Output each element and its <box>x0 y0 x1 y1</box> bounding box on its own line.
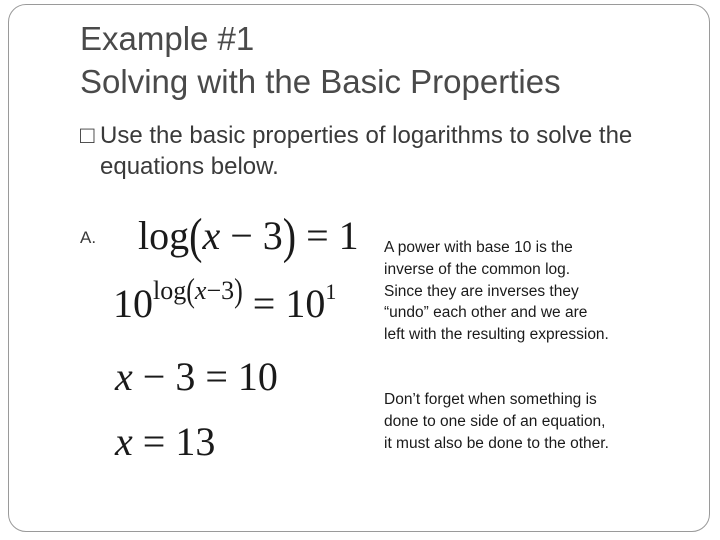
exponent-base: 10 <box>113 281 153 326</box>
equation-step-2 <box>113 271 337 327</box>
close-paren: ) <box>282 207 297 264</box>
bullet-text-2: equations below. <box>100 153 279 180</box>
slide-title-line-2: Solving with the Basic Properties <box>80 63 561 100</box>
equation-rest: − 3 = 10 <box>132 354 278 399</box>
equation-step-3 <box>115 353 278 400</box>
equation-term: − 3 <box>220 213 283 258</box>
item-label-a: A. <box>80 228 97 247</box>
exponent-open-paren: ( <box>186 271 195 310</box>
explanation-note-2: Don’t forget when something is done to one side of an equation, it must also be done to the other. <box>384 391 609 452</box>
variable-x: x <box>115 354 133 399</box>
open-paren: ( <box>189 207 203 264</box>
variable-x: x <box>115 419 133 464</box>
exponent-log: log <box>153 276 187 305</box>
bullet-text-1: Use the basic properties of logarithms to solve the <box>100 122 633 149</box>
equation-rest: = 13 <box>132 419 216 464</box>
exponent-variable-x: x <box>194 276 207 305</box>
equation-rhs-base: = 10 <box>242 281 326 326</box>
variable-x: x <box>202 213 221 258</box>
equation-rhs-exponent: 1 <box>325 279 337 304</box>
slide-title-line-1: Example #1 <box>80 20 255 57</box>
equation-step-4 <box>115 418 215 465</box>
exponent-close-paren: ) <box>234 271 243 310</box>
log-function: log <box>138 213 190 258</box>
bullet-icon: □ <box>80 122 95 149</box>
equation-step-1 <box>138 207 359 264</box>
bullet-instruction <box>80 120 690 182</box>
explanation-note-1: A power with base 10 is the inverse of the common log. Since they are inverses they “undo” each other and we are left with the resulting expression. <box>384 239 609 344</box>
exponent-term: −3 <box>206 276 235 305</box>
equation-rhs: = 1 <box>296 213 359 258</box>
bullet-line-1 <box>80 120 690 151</box>
